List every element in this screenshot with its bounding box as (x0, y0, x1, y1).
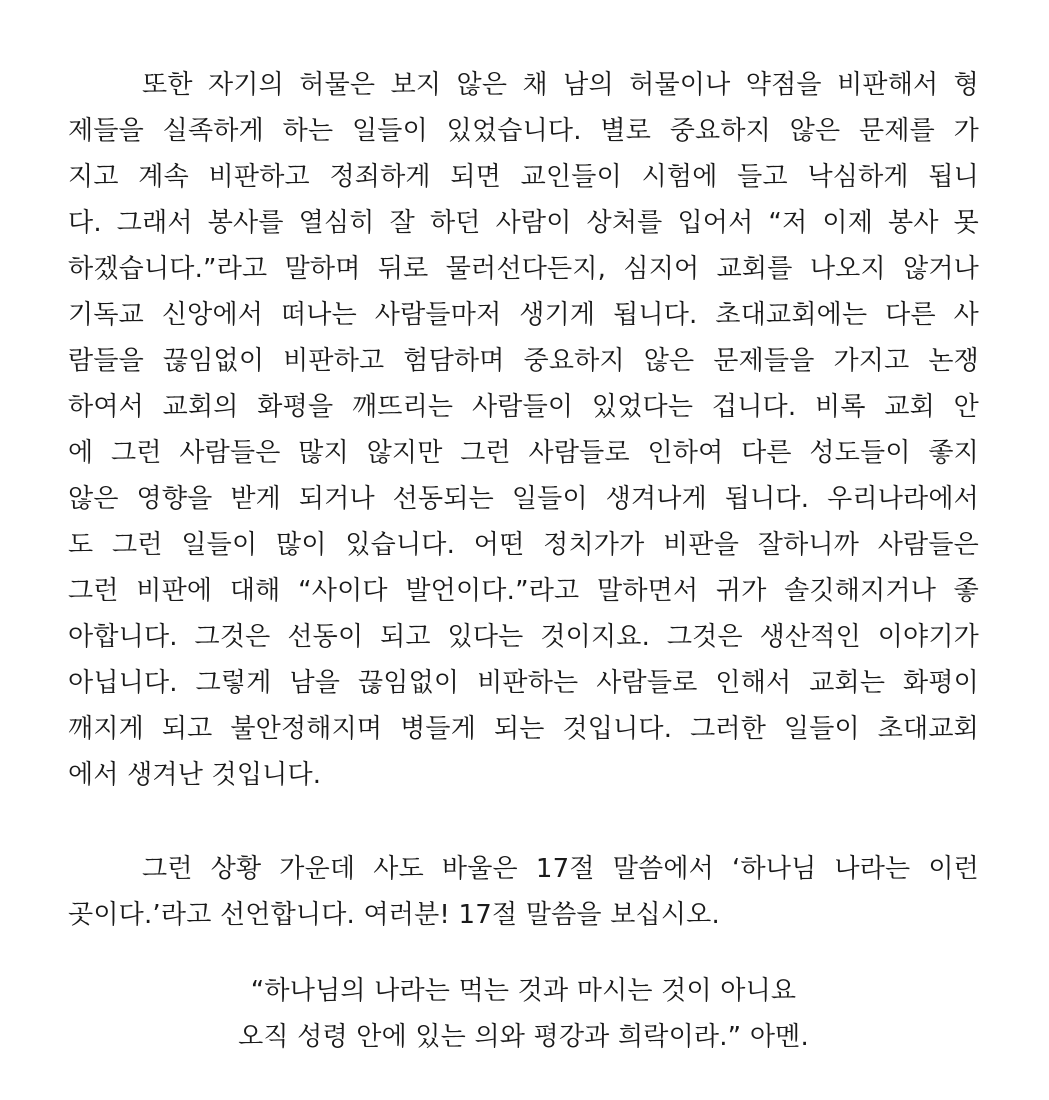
text-line: 다. 그래서 봉사를 열심히 잘 하던 사람이 상처를 입어서 “저 이제 봉사 못 (68, 208, 979, 238)
text-line: 그런 상황 가운데 사도 바울은 17절 말씀에서 ‘하나님 나라는 이런 (142, 854, 979, 884)
paragraph-spacer (68, 798, 979, 846)
text-line: 지고 계속 비판하고 정죄하게 되면 교인들이 시험에 들고 낙심하게 됩니 (68, 162, 979, 192)
paragraph-2 (68, 846, 979, 938)
text-line: 아닙니다. 그렇게 남을 끊임없이 비판하는 사람들로 인해서 교회는 화평이 (68, 668, 979, 698)
text-line: 곳이다.’라고 선언합니다. 여러분! 17절 말씀을 보십시오. (68, 900, 720, 930)
paragraph-1 (68, 62, 979, 798)
text-line: 깨지게 되고 불안정해지며 병들게 되는 것입니다. 그러한 일들이 초대교회 (68, 714, 979, 744)
text-line: 도 그런 일들이 많이 있습니다. 어떤 정치가가 비판을 잘하니까 사람들은 (68, 530, 979, 560)
text-line: 않은 영향을 받게 되거나 선동되는 일들이 생겨나게 됩니다. 우리나라에서 (68, 484, 979, 514)
quote-line: “하나님의 나라는 먹는 것과 마시는 것이 아니요 (250, 976, 797, 1006)
text-line: 에 그런 사람들은 많지 않지만 그런 사람들로 인하여 다른 성도들이 좋지 (68, 438, 979, 468)
text-line: 에서 생겨난 것입니다. (68, 760, 322, 790)
text-line: 하겠습니다.”라고 말하며 뒤로 물러선다든지, 심지어 교회를 나오지 않거나 (68, 254, 979, 284)
scripture-quote (68, 968, 979, 1060)
quote-line: 오직 성령 안에 있는 의와 평강과 희락이라.” 아멘. (238, 1022, 809, 1052)
document-page (68, 62, 979, 1060)
text-line: 람들을 끊임없이 비판하고 험담하며 중요하지 않은 문제들을 가지고 논쟁 (68, 346, 979, 376)
text-line: 하여서 교회의 화평을 깨뜨리는 사람들이 있었다는 겁니다. 비록 교회 안 (68, 392, 979, 422)
text-line: 아합니다. 그것은 선동이 되고 있다는 것이지요. 그것은 생산적인 이야기가 (68, 622, 979, 652)
text-line: 제들을 실족하게 하는 일들이 있었습니다. 별로 중요하지 않은 문제를 가 (68, 116, 979, 146)
text-line: 기독교 신앙에서 떠나는 사람들마저 생기게 됩니다. 초대교회에는 다른 사 (68, 300, 979, 330)
text-line: 또한 자기의 허물은 보지 않은 채 남의 허물이나 약점을 비판해서 형 (142, 70, 979, 100)
text-line: 그런 비판에 대해 “사이다 발언이다.”라고 말하면서 귀가 솔깃해지거나 좋 (68, 576, 979, 606)
